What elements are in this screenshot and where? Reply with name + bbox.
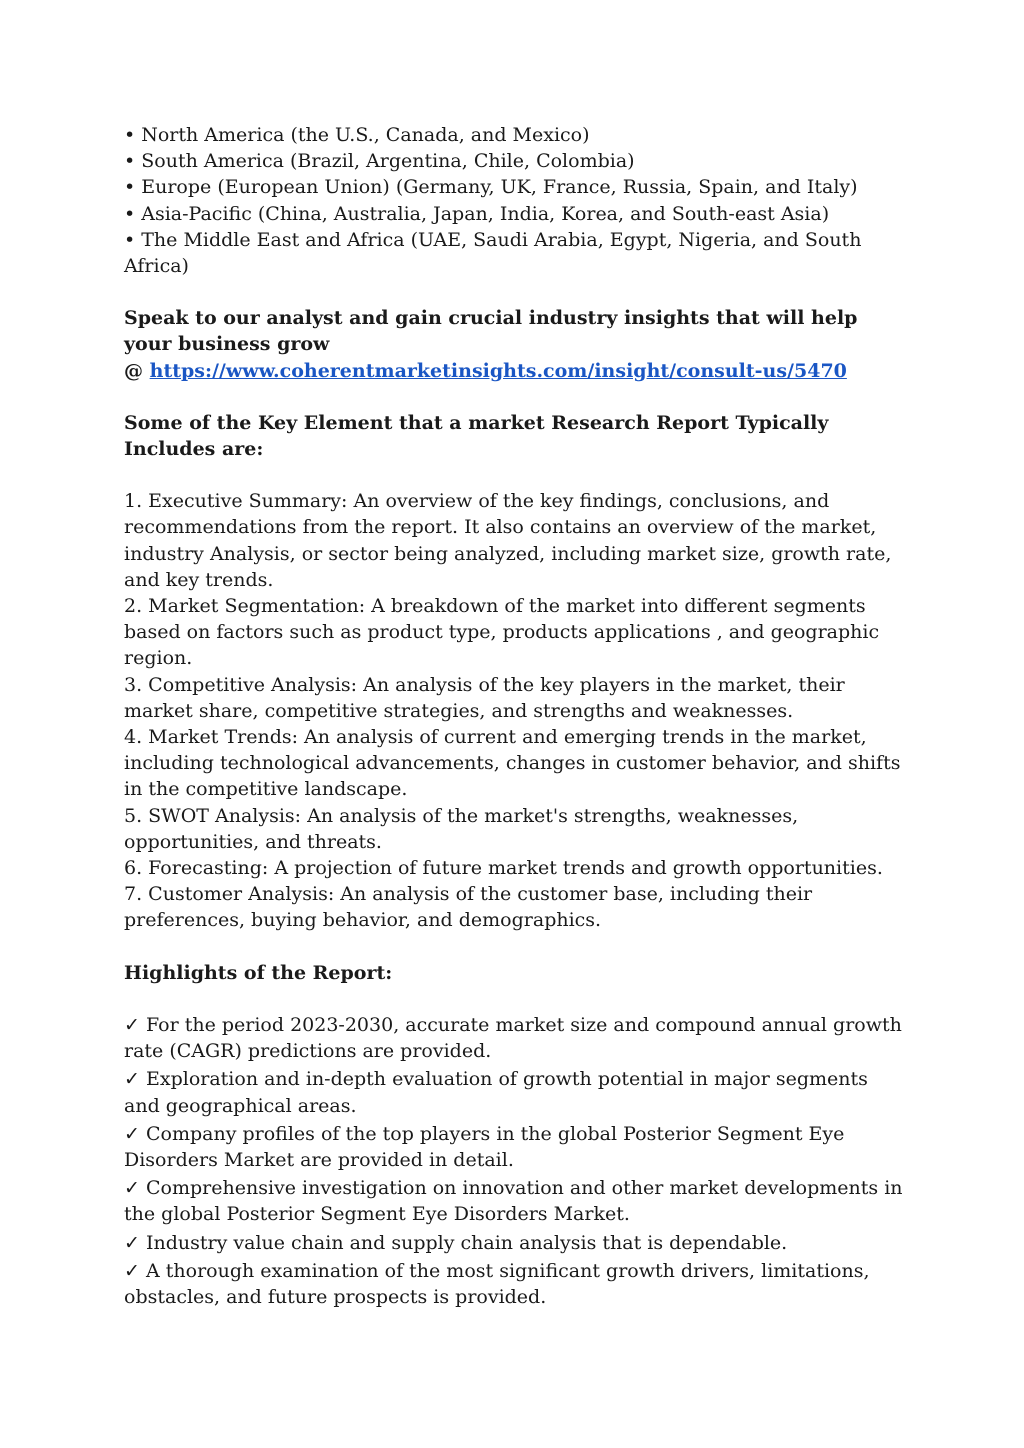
check-icon: ✓ — [124, 1013, 140, 1036]
highlight-text: A thorough examination of the most significant growth drivers, limitations, obstacles, and future prospects is provided. — [124, 1259, 870, 1308]
region-item: • South America (Brazil, Argentina, Chile, Colombia) — [124, 150, 635, 173]
check-icon: ✓ — [124, 1177, 140, 1200]
check-icon: ✓ — [124, 1068, 140, 1091]
key-element-item: 2. Market Segmentation: A breakdown of the market into different segments based on factors such as product type, products applications , and geographic region. — [124, 595, 880, 670]
check-icon: ✓ — [124, 1122, 140, 1145]
key-element-item: 5. SWOT Analysis: An analysis of the market's strengths, weaknesses, opportunities, and threats. — [124, 804, 799, 853]
key-elements-section — [124, 410, 904, 934]
highlight-item — [124, 1121, 904, 1173]
highlights-section — [124, 960, 904, 1310]
region-item: • The Middle East and Africa (UAE, Saudi Arabia, Egypt, Nigeria, and South Africa) — [124, 228, 862, 278]
highlight-text: Comprehensive investigation on innovation and other market developments in the global Posterior Segment Eye Disorders Market. — [124, 1177, 903, 1226]
document-page — [124, 122, 904, 1312]
highlight-item — [124, 1230, 904, 1256]
check-icon: ✓ — [124, 1259, 140, 1282]
highlight-text: Company profiles of the top players in the global Posterior Segment Eye Disorders Market are provided in detail. — [124, 1122, 845, 1171]
key-element-item: 4. Market Trends: An analysis of current and emerging trends in the market, including technological advancements, changes in customer behavior, and shifts in the competitive landscape. — [124, 726, 901, 801]
key-element-item: 7. Customer Analysis: An analysis of the customer base, including their preferences, buying behavior, and demographics. — [124, 883, 813, 932]
highlight-item — [124, 1175, 904, 1227]
key-element-item: 3. Competitive Analysis: An analysis of the key players in the market, their market share, competitive strategies, and strengths and weaknesses. — [124, 673, 845, 722]
key-elements-heading: Some of the Key Element that a market Research Report Typically Includes are: — [124, 411, 829, 461]
highlight-text: Exploration and in-depth evaluation of growth potential in major segments and geographical areas. — [124, 1068, 868, 1117]
highlights-heading: Highlights of the Report: — [124, 961, 393, 984]
key-element-item: 1. Executive Summary: An overview of the key findings, conclusions, and recommendations from the report. It also contains an overview of the market, industry Analysis, or sector being analyzed, including market size, growth rate, and key trends. — [124, 490, 892, 591]
region-item: • Asia-Pacific (China, Australia, Japan, India, Korea, and South-east Asia) — [124, 202, 830, 225]
at-symbol: @ — [124, 359, 150, 382]
highlight-item — [124, 1012, 904, 1064]
consult-link[interactable]: https://www.coherentmarketinsights.com/insight/consult-us/5470 — [149, 359, 847, 382]
highlight-text: For the period 2023-2030, accurate market size and compound annual growth rate (CAGR) predictions are provided. — [124, 1013, 902, 1063]
check-icon: ✓ — [124, 1231, 140, 1254]
analyst-link-line — [124, 358, 904, 384]
analyst-callout: Speak to our analyst and gain crucial industry insights that will help your business grow — [124, 307, 858, 356]
highlight-item — [124, 1258, 904, 1310]
region-item: • Europe (European Union) (Germany, UK, France, Russia, Spain, and Italy) — [124, 176, 858, 199]
highlight-text: Industry value chain and supply chain analysis that is dependable. — [146, 1231, 788, 1254]
region-item: • North America (the U.S., Canada, and Mexico) — [124, 124, 590, 146]
highlight-item — [124, 1066, 904, 1118]
regions-list — [124, 122, 904, 279]
analyst-section — [124, 305, 904, 384]
key-element-item: 6. Forecasting: A projection of future market trends and growth opportunities. — [124, 857, 883, 880]
